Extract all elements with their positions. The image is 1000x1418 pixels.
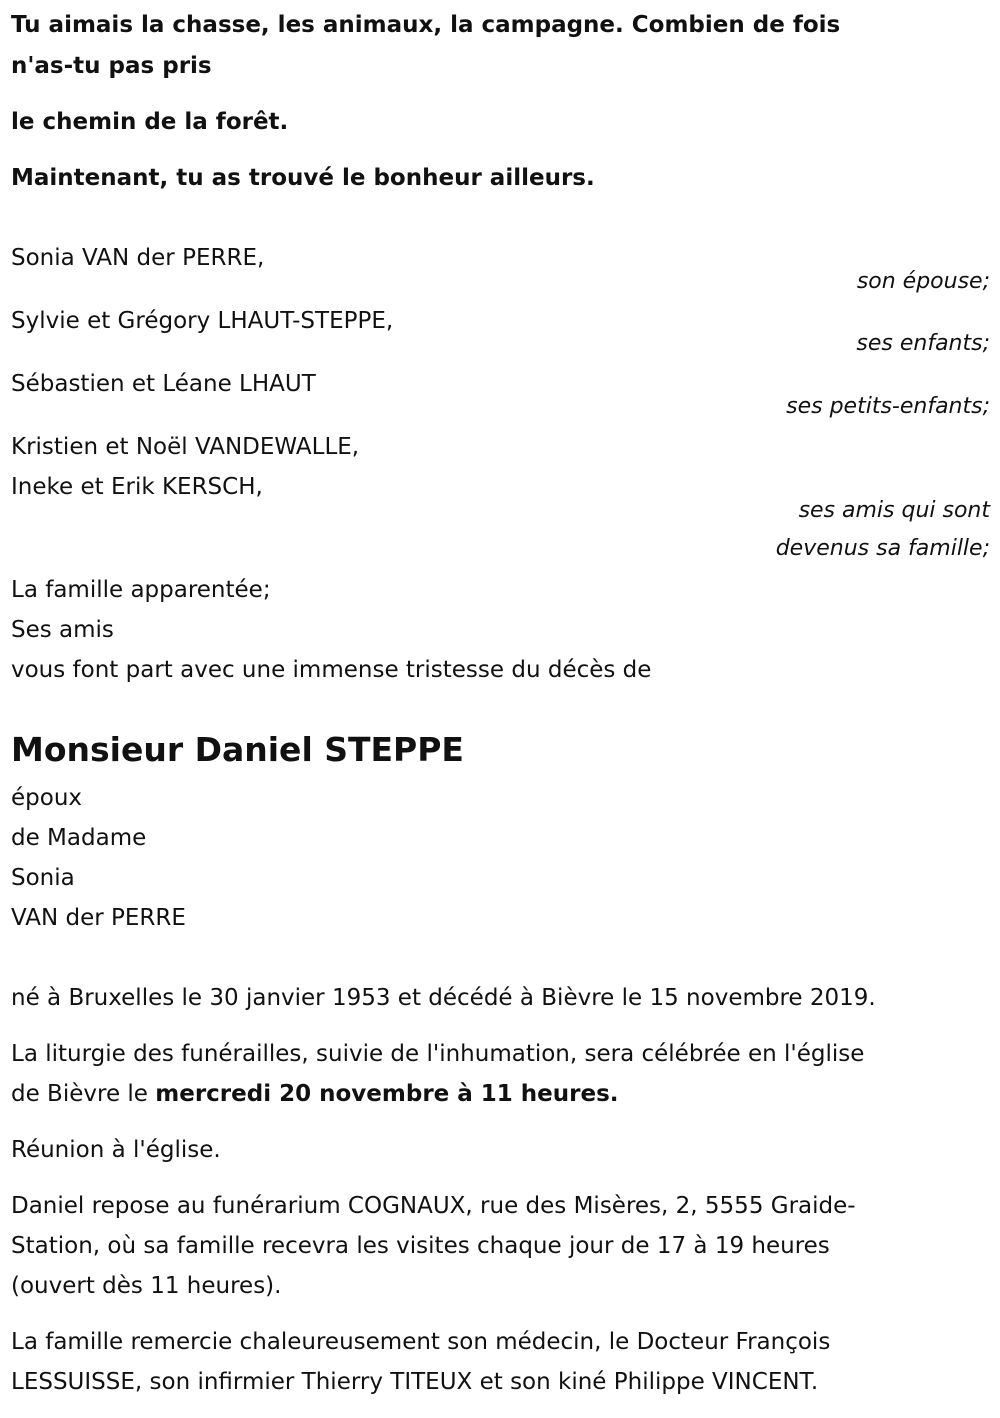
deceased-line: époux [11,785,83,811]
grandchildren-role: ses petits-enfants; [786,394,990,419]
liturgy-line: La liturgie des funérailles, suivie de l'inhumation, sera célébrée en l'église [11,1041,865,1067]
liturgy-date: mercredi 20 novembre à 11 heures. [155,1081,619,1107]
relatives: La famille apparentée; [11,577,271,603]
meeting: Réunion à l'église. [11,1137,221,1163]
thanks-line: LESSUISSE, son infirmier Thierry TITEUX et son kiné Philippe VINCENT. [11,1369,819,1395]
deceased-name: Monsieur Daniel STEPPE [11,730,464,769]
poem-line: Tu aimais la chasse, les animaux, la campagne. Combien de fois [11,12,841,38]
rest-line: Station, où sa famille recevra les visites chaque jour de 17 à 19 heures [11,1233,830,1259]
birth-death: né à Bruxelles le 30 janvier 1953 et décédé à Bièvre le 15 novembre 2019. [11,985,876,1011]
friends-role: ses amis qui sont [798,498,990,523]
rest-line: (ouvert dès 11 heures). [11,1273,282,1299]
spouse-role: son épouse; [856,269,990,294]
friends-names: Ineke et Erik KERSCH, [11,474,263,500]
liturgy-line [11,1078,619,1110]
deceased-line: Sonia [11,865,75,891]
children-names: Sylvie et Grégory LHAUT-STEPPE, [11,308,394,334]
poem-line: le chemin de la forêt. [11,109,289,135]
rest-line: Daniel repose au funérarium COGNAUX, rue des Misères, 2, 5555 Graide- [11,1193,856,1219]
announcement: vous font part avec une immense tristesse du décès de [11,657,652,683]
friends-role: devenus sa famille; [775,536,990,561]
deceased-line: VAN der PERRE [11,905,186,931]
thanks-line: La famille remercie chaleureusement son médecin, le Docteur François [11,1329,831,1355]
poem-line: Maintenant, tu as trouvé le bonheur ailleurs. [11,165,595,191]
liturgy-place: de Bièvre le [11,1081,156,1107]
deceased-line: de Madame [11,825,147,851]
children-role: ses enfants; [856,331,990,356]
friends: Ses amis [11,617,114,643]
poem-line: n'as-tu pas pris [11,53,212,79]
grandchildren-names: Sébastien et Léane LHAUT [11,371,316,397]
friends-names: Kristien et Noël VANDEWALLE, [11,434,360,460]
spouse-name: Sonia VAN der PERRE, [11,245,265,271]
